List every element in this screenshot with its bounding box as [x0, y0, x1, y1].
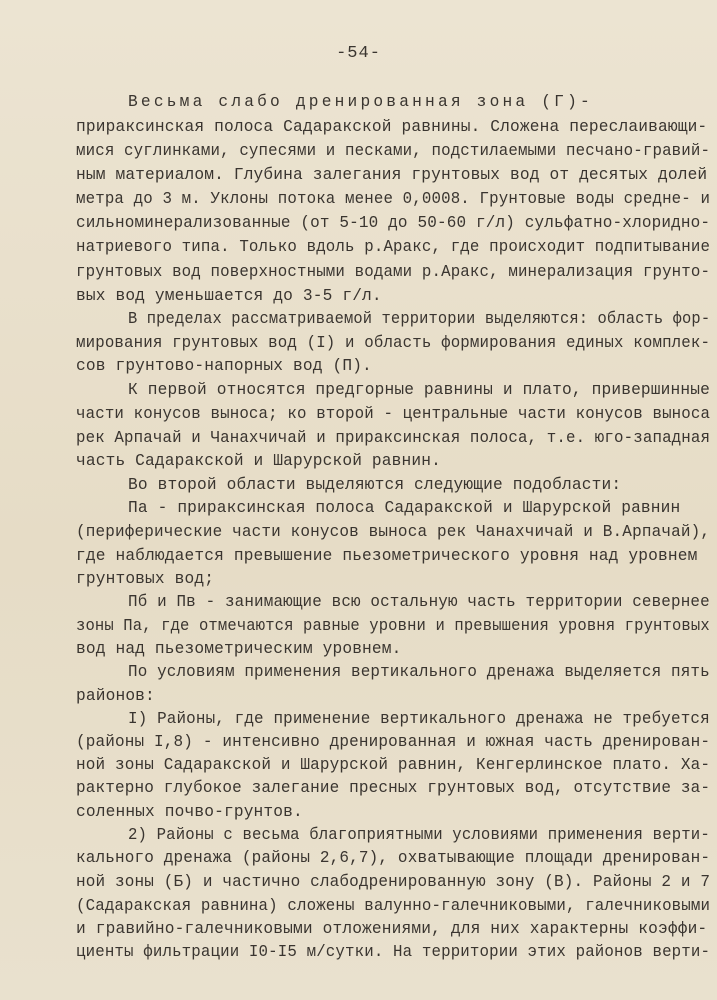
text-line: (Садаракская равнина) сложены валунно-галечниковыми, галечниковыми — [76, 897, 711, 915]
text-line: ной зоны (Б) и частично слабодренированную зону (В). Районы 2 и 7 — [76, 873, 711, 891]
text-line: (периферические части конусов выноса рек Чанахчичай и В.Арпачай), — [76, 523, 711, 541]
text-line: Пб и Пв - занимающие всю остальную часть территории севернее — [128, 593, 710, 611]
text-line: и гравийно-галечниковыми отложениями, для них характерны коэффи- — [76, 920, 708, 938]
text-line: К первой относятся предгорные равнины и плато, привершинные — [128, 381, 710, 399]
text-line: сов грунтово-напорных вод (П). — [76, 357, 372, 375]
text-line: ным материалом. Глубина залегания грунтовых вод от десятых долей — [76, 166, 708, 184]
text-line: I) Районы, где применение вертикального дренажа не требуется — [128, 710, 710, 728]
text-line: Во второй области выделяются следующие подобласти: — [128, 476, 622, 494]
text-line: В пределах рассматриваемой территории выделяются: область фор- — [128, 310, 711, 328]
text-line: грунтовых вод поверхностными водами р.Аракс, минерализация грунто- — [76, 263, 711, 281]
text-line: районов: — [76, 687, 155, 705]
text-line: циенты фильтрации I0-I5 м/сутки. На территории этих районов верти- — [76, 943, 711, 961]
text-line: соленных почво-грунтов. — [76, 803, 303, 821]
text-line: метра до 3 м. Уклоны потока менее 0,0008. Грунтовые воды средне- и — [76, 190, 711, 208]
text-line: рек Арпачай и Чанахчичай и прираксинская полоса, т.е. юго-западная — [76, 429, 711, 447]
text-line: прираксинская полоса Садаракской равнины. Сложена переслаивающи- — [76, 118, 708, 136]
text-line: мирования грунтовых вод (I) и область формирования единых комплек- — [76, 334, 711, 352]
text-line: вых вод уменьшается до 3-5 г/л. — [76, 287, 382, 305]
text-line: мися суглинками, супесями и песками, подстилаемыми песчано-гравий- — [76, 142, 711, 160]
text-line: ной зоны Садаракской и Шарурской равнин, Кенгерлинское плато. Ха- — [76, 756, 711, 774]
text-line: вод над пьезометрическим уровнем. — [76, 640, 402, 658]
text-line: Па - прираксинская полоса Садаракской и Шарурской равнин — [128, 499, 681, 517]
page-number: -54- — [336, 44, 381, 63]
text-line: По условиям применения вертикального дренажа выделяется пять — [128, 663, 710, 681]
text-line: кального дренажа (районы 2,6,7), охватывающие площади дренирован- — [76, 849, 711, 867]
text-line: рактерно глубокое залегание пресных грунтовых вод, отсутствие за- — [76, 779, 711, 797]
text-line: сильноминерализованные (от 5-10 до 50-60 г/л) сульфатно-хлоридно- — [76, 214, 711, 232]
text-line: где наблюдается превышение пьезометрического уровня над уровнем — [76, 547, 698, 565]
text-line: 2) Районы с весьма благоприятными условиями применения верти- — [128, 826, 710, 844]
text-line: Весьма слабо дренированная зона (Г)- — [128, 93, 593, 111]
text-line: части конусов выноса; ко второй - центральные части конусов выноса — [76, 405, 711, 423]
text-line: натриевого типа. Только вдоль р.Аракс, где происходит подпитывание — [76, 238, 711, 256]
text-line: грунтовых вод; — [76, 570, 215, 588]
text-line: зоны Па, где отмечаются равные уровни и превышения уровня грунтовых — [76, 617, 710, 635]
text-line: часть Садаракской и Шарурской равнин. — [76, 452, 441, 470]
text-line: (районы I,8) - интенсивно дренированная и южная часть дренирован- — [76, 733, 711, 751]
